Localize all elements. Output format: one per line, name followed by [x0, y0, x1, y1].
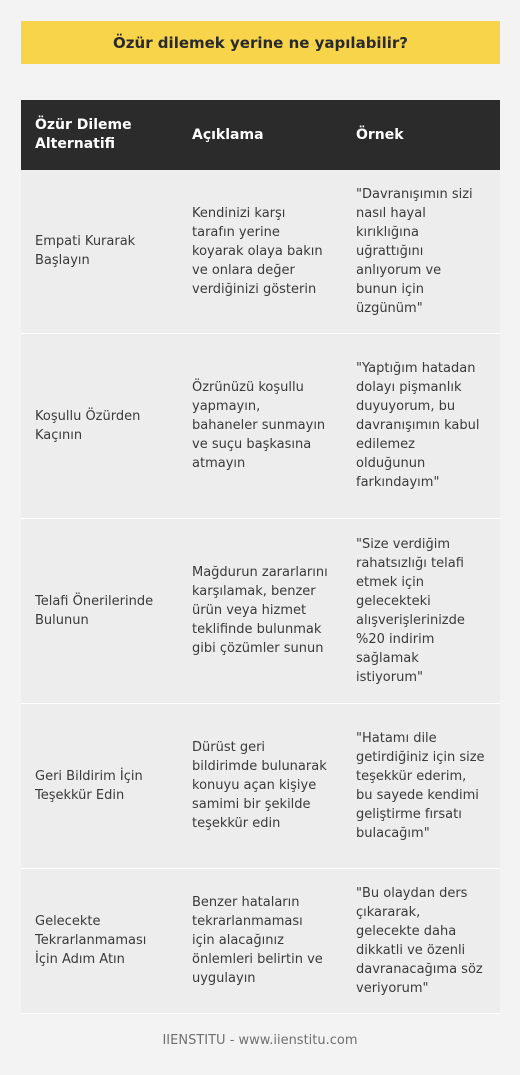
- description-cell: Mağdurun zararlarını karşılamak, benzer ürün veya hizmet teklifinde bulunmak gibi çözümler sunun: [192, 565, 328, 656]
- footer-credit: IIENSTITU - www.iienstitu.com: [162, 1033, 358, 1048]
- title-banner: [21, 21, 500, 64]
- table-row: [21, 333, 500, 518]
- alternatives-table: [21, 100, 500, 1014]
- example-cell: "Bu olaydan ders çıkararak, gelecekte daha dikkatli ve özenli davranacağıma söz veriyorum": [356, 885, 483, 996]
- alternative-cell: Geri Bildirim İçin Teşekkür Edin: [35, 768, 143, 803]
- table-row: [21, 518, 500, 703]
- table-row: [21, 703, 500, 868]
- header-description: Açıklama: [192, 126, 264, 143]
- table-row: [21, 170, 500, 333]
- example-cell: "Davranışımın sizi nasıl hayal kırıklığına uğrattığını anlıyorum ve bunun için üzgünüm": [356, 186, 473, 316]
- alternative-cell: Telafi Önerilerinde Bulunun: [35, 593, 154, 628]
- description-cell: Kendinizi karşı tarafın yerine koyarak olaya bakın ve onlara değer verdiğinizi gösterin: [192, 205, 323, 297]
- alternative-cell: Gelecekte Tekrarlanmaması İçin Adım Atın: [35, 914, 147, 967]
- description-cell: Özrünüzü koşullu yapmayın, bahaneler sunmayın ve suçu başkasına atmayın: [192, 380, 326, 471]
- page-title: Özür dilemek yerine ne yapılabilir?: [113, 33, 408, 52]
- description-cell: Benzer hataların tekrarlanmaması için alacağınız önlemleri belirtin ve uygulayın: [192, 895, 323, 986]
- example-cell: "Yaptığım hatadan dolayı pişmanlık duyuyorum, bu davranışımın kabul edilemez olduğunun farkındayım": [356, 361, 480, 490]
- header-alternative: Özür Dileme Alternatifi: [35, 117, 132, 152]
- alternative-cell: Empati Kurarak Başlayın: [35, 234, 136, 269]
- example-cell: "Hatamı dile getirdiğiniz için size teşekkür ederim, bu sayede kendimi geliştirme fırsatı bulacağım": [356, 730, 485, 841]
- header-example: Örnek: [356, 126, 404, 143]
- example-cell: "Size verdiğim rahatsızlığı telafi etmek için gelecekteki alışverişlerinizde %20 indirim sağlamak istiyorum": [356, 536, 465, 685]
- description-cell: Dürüst geri bildirimde bulunarak konuyu açan kişiye samimi bir şekilde teşekkür edin: [192, 740, 327, 831]
- alternative-cell: Koşullu Özürden Kaçının: [35, 408, 141, 443]
- table-row: [21, 868, 500, 1013]
- table-header-row: [21, 100, 500, 170]
